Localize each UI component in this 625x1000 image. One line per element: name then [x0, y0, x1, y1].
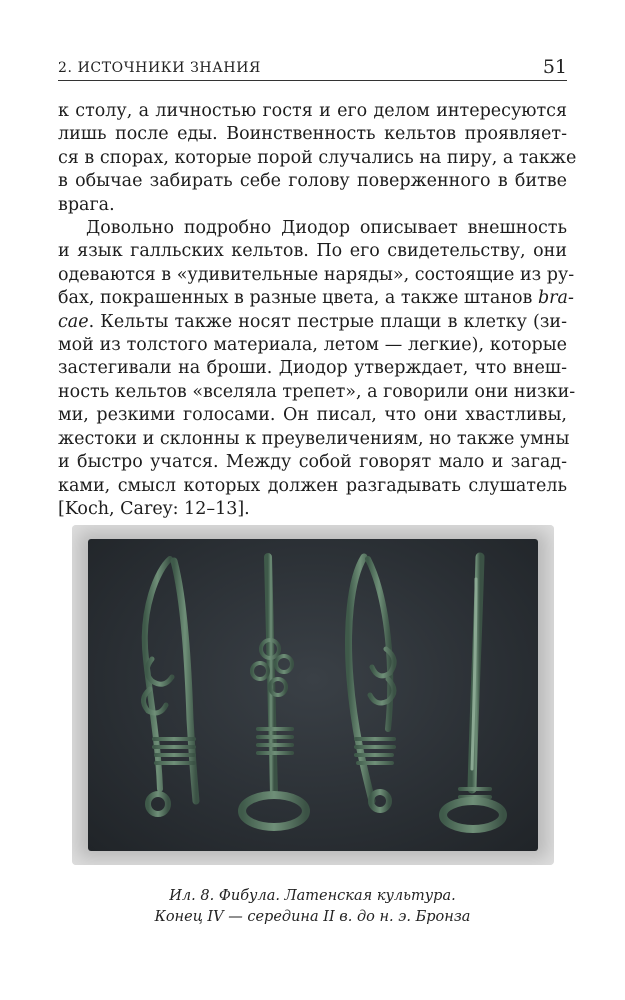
latin-term: cae	[58, 311, 89, 332]
text-line: и язык галльских кельтов. По его свидетельству, они	[58, 241, 567, 262]
fibula-side-view-2	[349, 557, 395, 810]
text-line	[58, 287, 574, 310]
fibula-side-view-1	[143, 559, 196, 814]
text-line: Довольно подробно Диодор описывает внешность	[86, 218, 567, 239]
latin-term: bra-	[537, 288, 574, 309]
text-line: мой из толстого материала, летом — легкие), которые	[58, 335, 567, 356]
caption-line: Ил. 8. Фибула. Латенская культура.	[169, 888, 456, 904]
fibula-illustration	[88, 539, 538, 851]
text-line: жестоки и склонны к преувеличениям, но также умны	[58, 428, 570, 449]
text-line: ками, смысл которых должен разгадывать слушатель	[58, 475, 567, 496]
text-line: [Koch, Carey: 12–13].	[58, 498, 250, 519]
text-line: застегивали на броши. Диодор утверждает, что внеш-	[58, 358, 567, 379]
text-line: ми, резкими голосами. Он писал, что они хвастливы,	[58, 405, 567, 426]
fibula-photo	[88, 539, 538, 851]
text-line: ся в спорах, которые порой случались на пиру, а также	[58, 147, 577, 168]
text-segment: бах, покрашенных в разные цвета, а также штанов	[58, 288, 538, 309]
text-segment: . Кельты также носят пестрые плащи в клетку (зи-	[88, 311, 567, 332]
text-line: одеваются в «удивительные наряды», состоящие из ру-	[58, 264, 575, 285]
fibula-front-view-1	[242, 557, 306, 827]
text-line: в обычае забирать себе голову поверженного в битве	[58, 171, 567, 192]
caption-line: Конец IV — середина II в. до н. э. Бронза	[154, 909, 471, 925]
text-line	[58, 311, 567, 334]
page-number: 51	[542, 56, 567, 78]
fibula-front-view-2	[443, 557, 503, 829]
text-line: лишь после еды. Воинственность кельтов проявляет-	[58, 124, 567, 145]
paragraph-2	[58, 217, 576, 521]
figure-caption	[58, 886, 567, 928]
text-line: врага.	[58, 194, 115, 215]
text-line: ность кельтов «вселяла трепет», а говорили они низки-	[58, 381, 576, 402]
body-text	[58, 100, 577, 521]
paragraph-1	[58, 100, 577, 217]
text-line: и быстро учатся. Между собой говорят мало и загад-	[58, 452, 567, 473]
text-line: к столу, а личностью гостя и его делом интересуются	[58, 101, 567, 121]
chapter-title: 2. ИСТОЧНИКИ ЗНАНИЯ	[58, 60, 261, 76]
running-head	[58, 50, 567, 81]
fibula-figure	[72, 525, 554, 865]
